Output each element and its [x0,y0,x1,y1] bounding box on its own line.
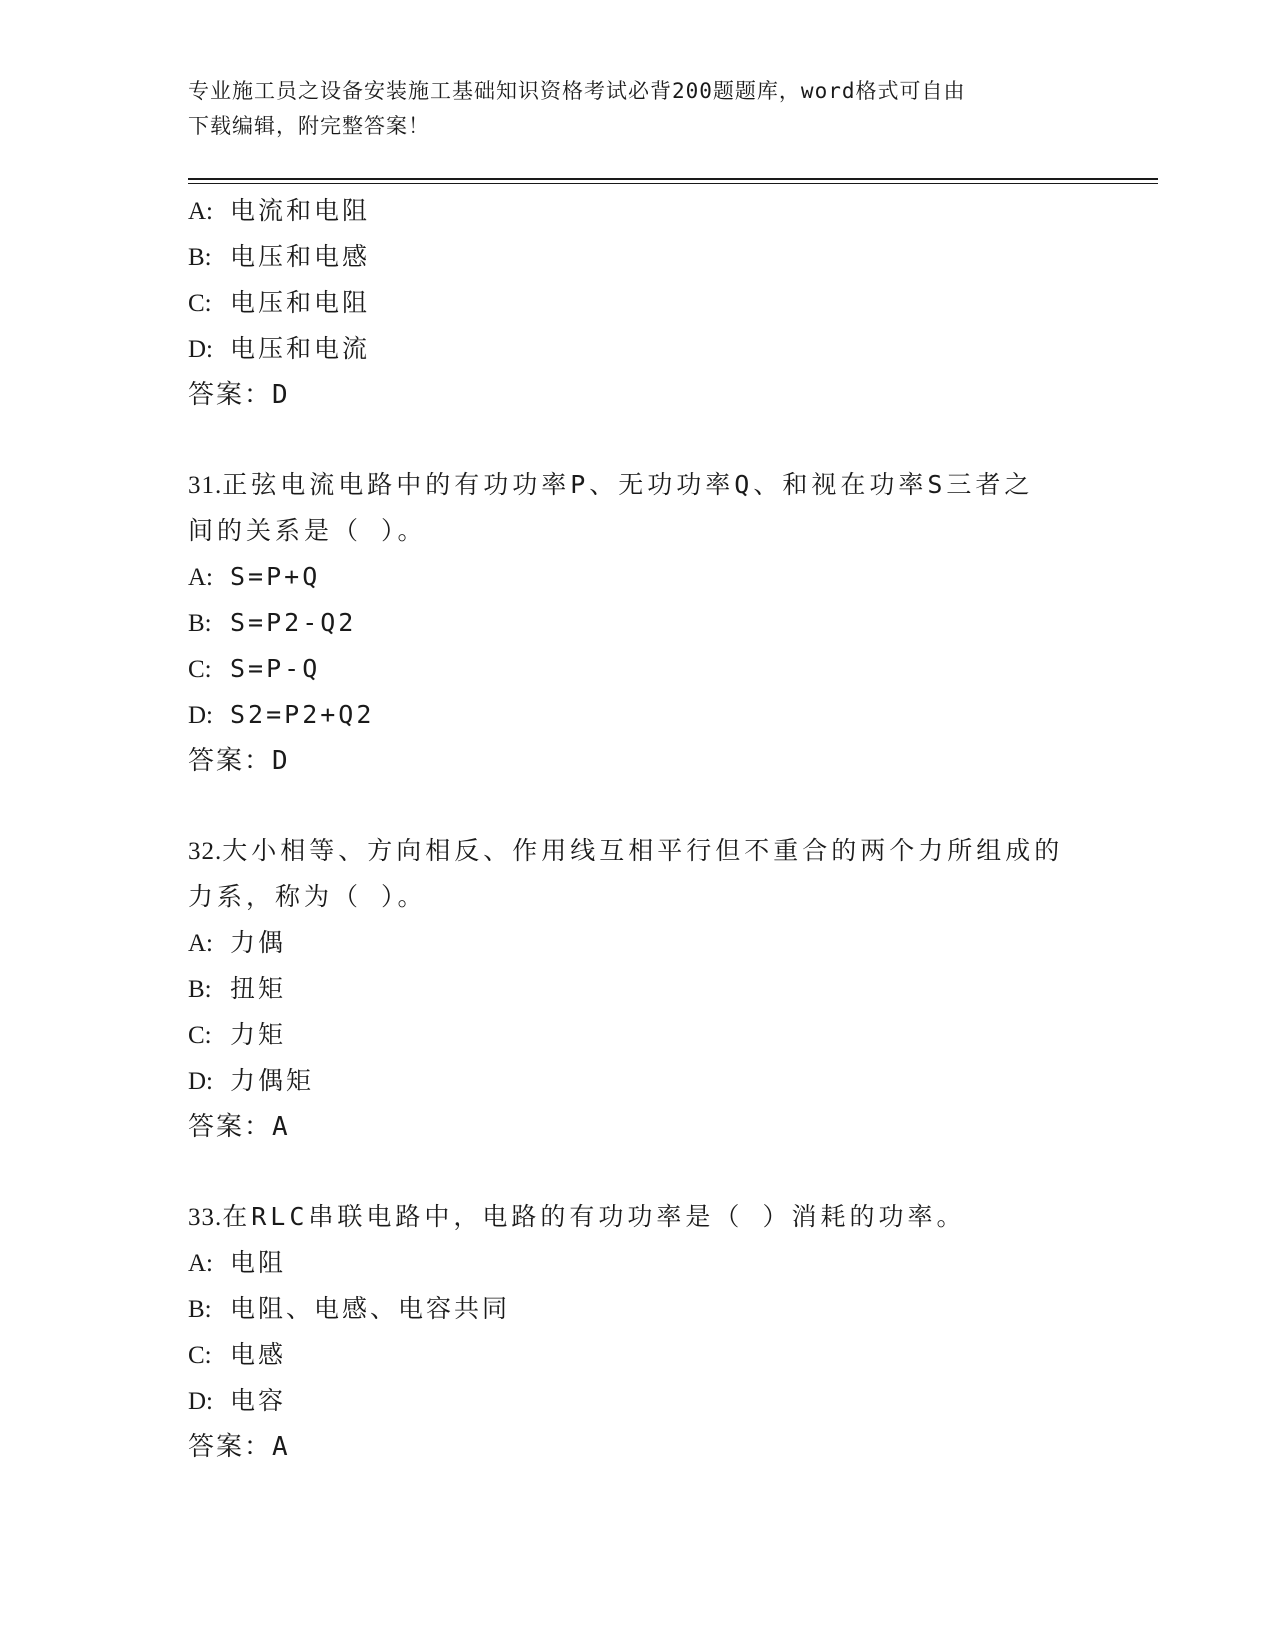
question-spacer [188,784,1088,828]
option-text: 电感 [230,1340,287,1369]
option-text: 电压和电阻 [230,288,371,317]
question-30-continued [188,188,1088,418]
option-letter: B: [188,976,212,1003]
answer-label: 答案： [188,1112,273,1142]
answer-value: D [272,746,290,776]
option-text: S2=P2+Q2 [230,700,375,729]
header-title-line-2: 下载编辑，附完整答案！ [188,114,430,138]
option-text: 电流和电阻 [230,196,371,225]
option-letter: D: [188,1068,213,1095]
question-33 [188,1194,1088,1470]
option-letter: C: [188,290,212,317]
option-letter: A: [188,564,213,591]
option-a [188,920,1088,966]
option-letter: B: [188,244,212,271]
question-text: 在RLC串联电路中，电路的有功功率是（ ）消耗的功率。 [222,1202,966,1231]
option-a [188,554,1088,600]
option-text: 电压和电感 [230,242,371,271]
option-letter: B: [188,610,212,637]
answer-line [188,738,1088,784]
option-d [188,1058,1088,1104]
question-stem-line-2: 间的关系是（ ）。 [188,516,427,545]
option-b [188,966,1088,1012]
question-number: 31. [188,472,223,499]
question-stem-line-1 [188,1194,1088,1240]
option-c [188,280,1088,326]
option-c [188,646,1088,692]
option-b [188,1286,1088,1332]
question-number: 33. [188,1204,223,1231]
option-text: 力偶矩 [230,1066,315,1095]
option-d [188,326,1088,372]
option-text: S=P-Q [230,654,321,683]
option-text: S=P+Q [230,562,321,591]
answer-line [188,1104,1088,1150]
answer-value: D [272,380,290,410]
question-list [188,188,1088,1470]
option-letter: D: [188,1388,213,1415]
header-divider-thick [188,178,1158,180]
option-letter: C: [188,1022,212,1049]
question-31 [188,462,1088,784]
option-b [188,234,1088,280]
question-spacer [188,418,1088,462]
option-a [188,188,1088,234]
option-letter: C: [188,656,212,683]
header-title-line-1: 专业施工员之设备安装施工基础知识资格考试必背200题题库，word格式可自由 [188,79,966,103]
option-text: 力矩 [230,1020,287,1049]
question-32 [188,828,1088,1150]
question-spacer [188,1150,1088,1194]
document-header [188,74,1088,144]
option-d [188,692,1088,738]
option-d [188,1378,1088,1424]
answer-line [188,372,1088,418]
option-letter: A: [188,930,213,957]
option-letter: C: [188,1342,212,1369]
option-a [188,1240,1088,1286]
question-text: 大小相等、方向相反、作用线互相平行但不重合的两个力所组成的 [222,836,1064,865]
option-text: 电阻 [230,1248,287,1277]
answer-line [188,1424,1088,1470]
option-text: 力偶 [230,928,287,957]
question-text: 正弦电流电路中的有功功率P、无功功率Q、和视在功率S三者之 [222,470,1034,499]
question-stem-line-1 [188,828,1088,874]
option-c [188,1012,1088,1058]
option-c [188,1332,1088,1378]
answer-value: A [272,1432,290,1462]
answer-label: 答案： [188,1432,273,1462]
option-letter: A: [188,198,213,225]
answer-value: A [272,1112,290,1142]
option-text: 扭矩 [230,974,287,1003]
option-letter: B: [188,1296,212,1323]
option-letter: D: [188,702,213,729]
header-divider-thin [188,183,1158,184]
answer-label: 答案： [188,380,273,410]
question-number: 32. [188,838,223,865]
option-b [188,600,1088,646]
question-stem-line-2: 力系，称为（ ）。 [188,882,427,911]
option-text: S=P2-Q2 [230,608,357,637]
answer-label: 答案： [188,746,273,776]
option-letter: A: [188,1250,213,1277]
option-text: 电压和电流 [230,334,371,363]
option-text: 电阻、电感、电容共同 [230,1294,511,1323]
option-letter: D: [188,336,213,363]
question-stem-line-1 [188,462,1088,508]
option-text: 电容 [230,1386,287,1415]
